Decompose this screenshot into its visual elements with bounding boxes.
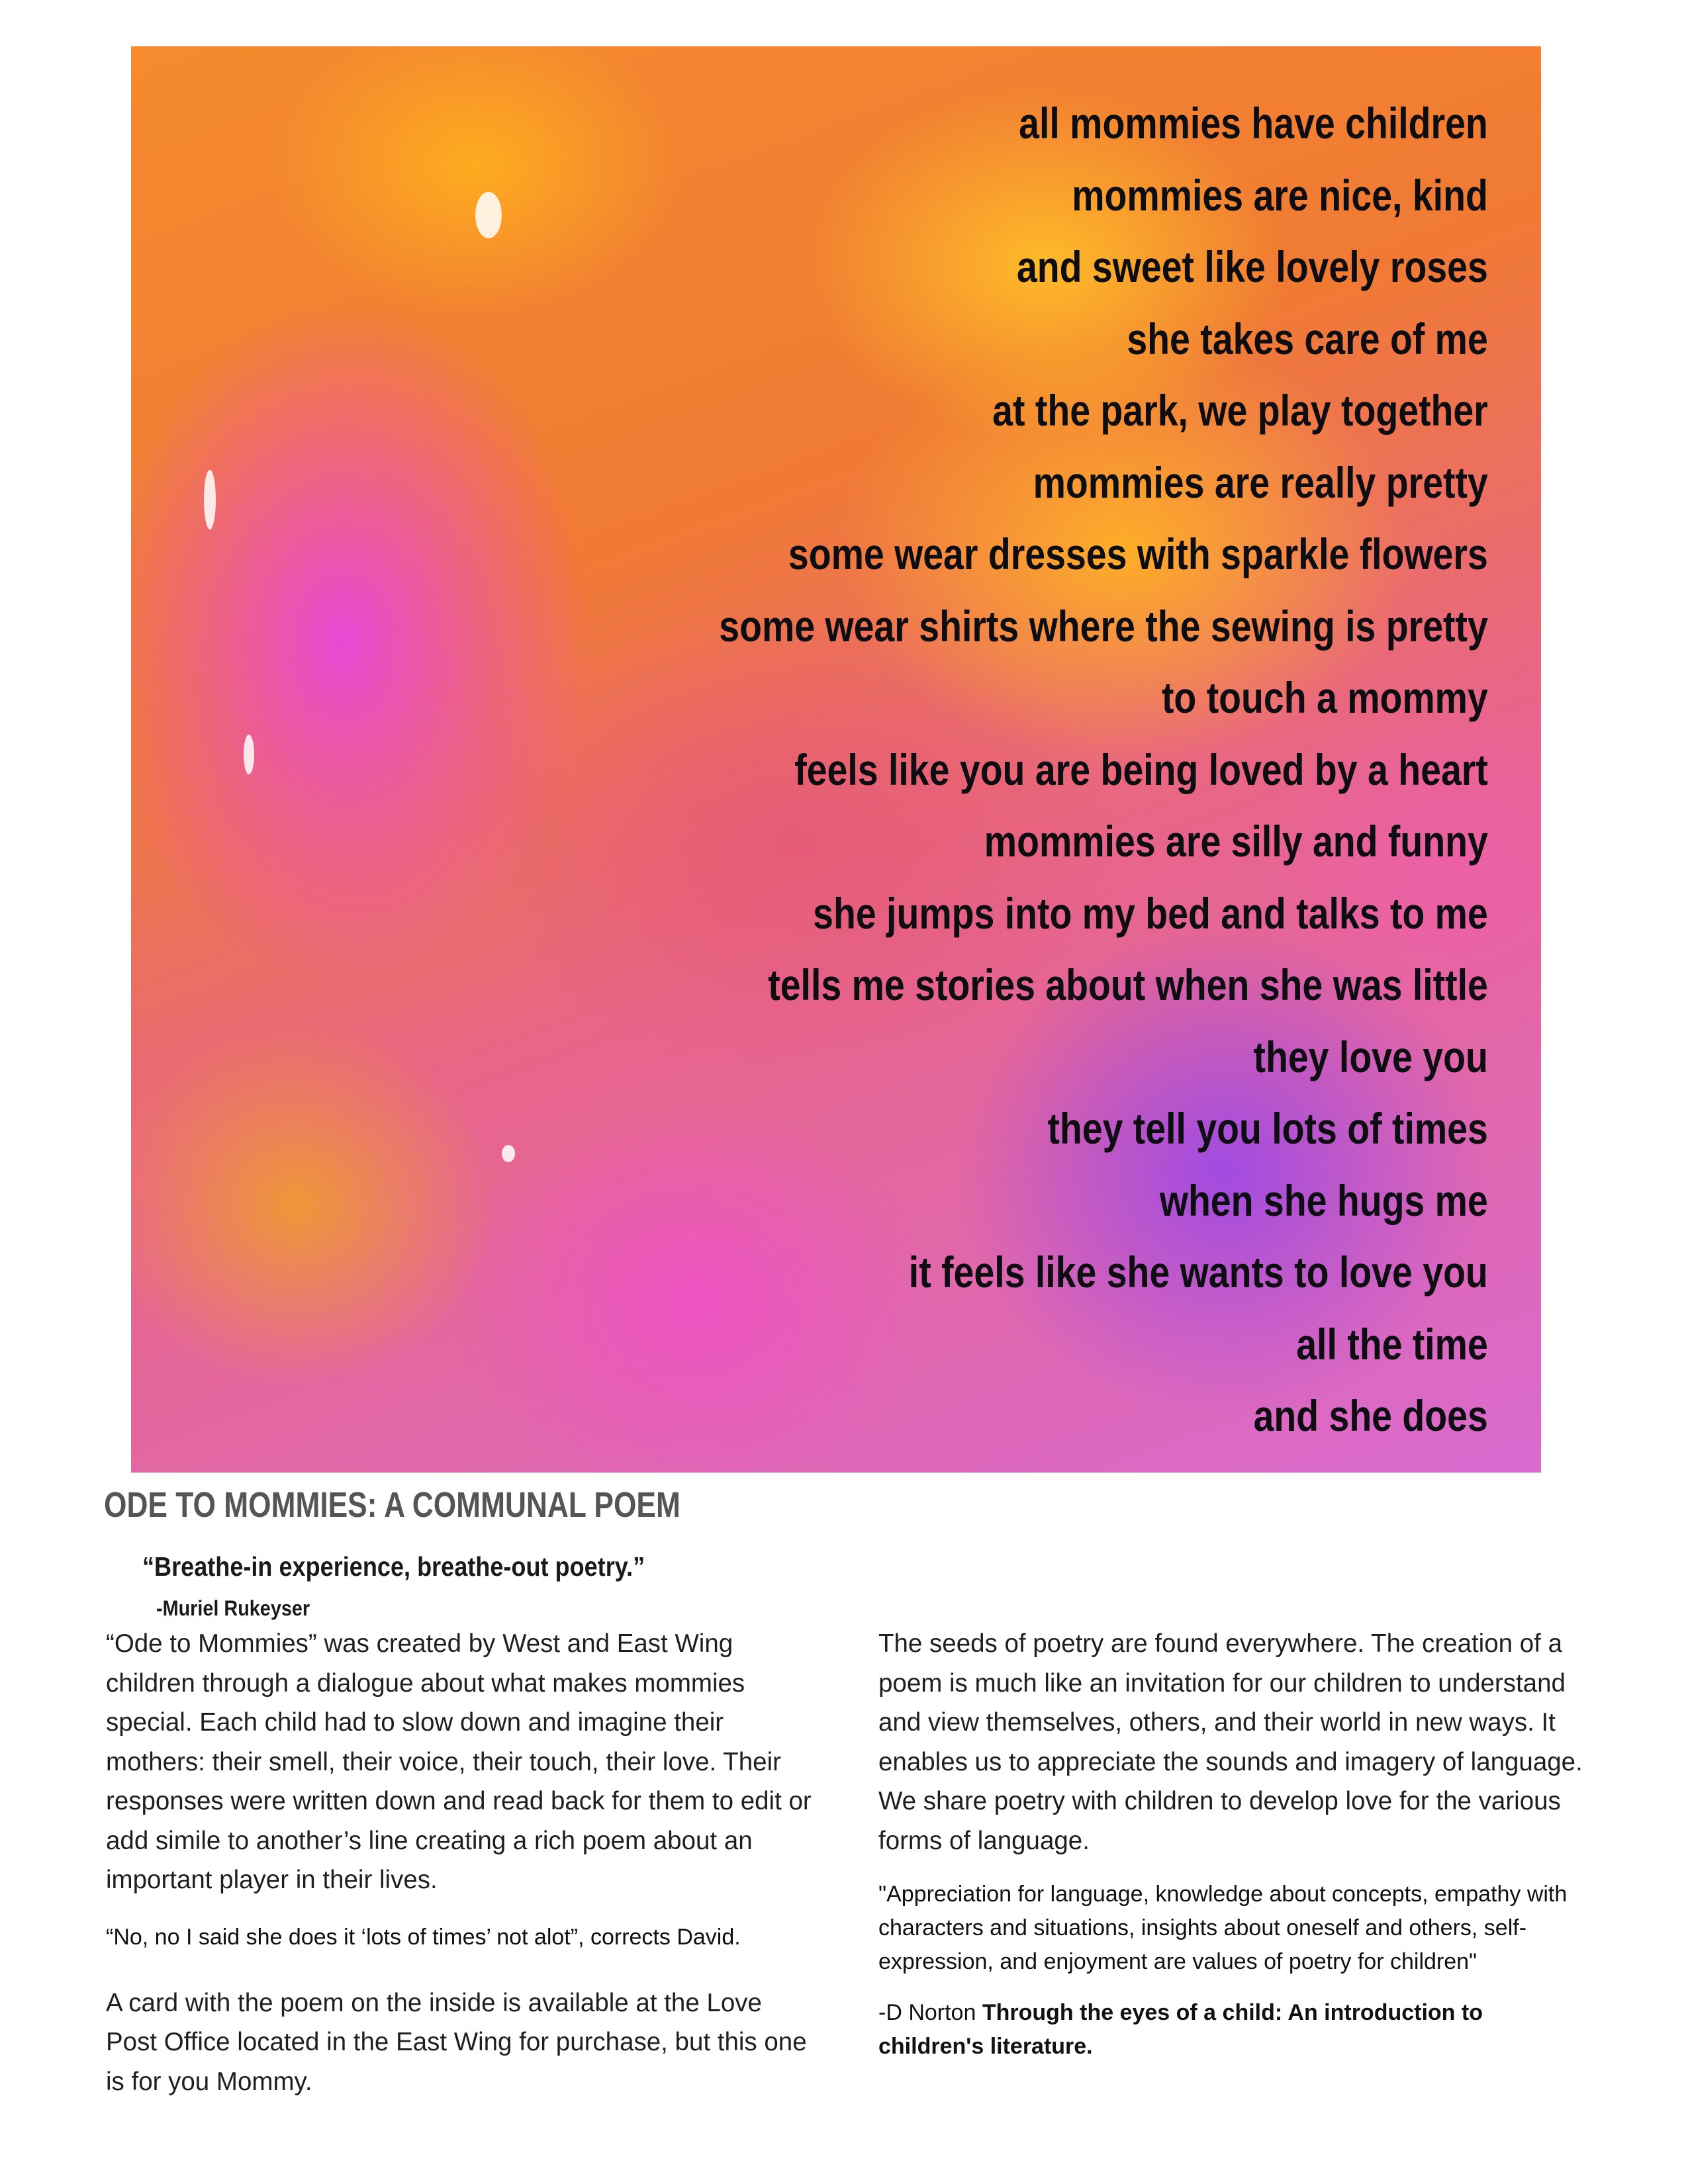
paragraph-intro: “Ode to Mommies” was created by West and East Wing children through a dialogue about what makes mommies special. Each child had to slow down and imagine their mothers: their smell, their voice, their touch, their love. Their responses were written down and read back for them to edit or add simile to another’s line creating a rich poem about an important player in their lives. (106, 1629, 812, 1894)
poem-line: tells me stories about when she was little (768, 960, 1488, 1009)
watercolor-background-image (131, 46, 1541, 1473)
paint-blot (502, 1145, 515, 1162)
citation-book-title: Through the eyes of a child: An introduction to children's literature. (878, 2000, 1483, 2059)
poem-line: and sweet like lovely roses (1017, 242, 1488, 291)
paint-blot (204, 470, 216, 529)
epigraph-author: -Muriel Rukeyser (156, 1596, 310, 1620)
poem-line: it feels like she wants to love you (908, 1248, 1488, 1297)
poem-line: at the park, we play together (992, 386, 1488, 435)
article-title: ODE TO MOMMIES: A COMMUNAL POEM (104, 1485, 680, 1525)
epigraph: “Breathe-in experience, breathe-out poetry.” (142, 1551, 645, 1582)
paragraph-seeds: The seeds of poetry are found everywhere. The creation of a poem is much like an invitation for our children to understand and view themselves, others, and their world in new ways. It enables us to appreciate the sounds and imagery of language. We share poetry with children to develop love for the various forms of language. (878, 1629, 1583, 1855)
poem-line: all mommies have children (1019, 99, 1488, 148)
poem-line: and she does (1253, 1391, 1488, 1440)
poem-line: mommies are really pretty (1033, 457, 1488, 507)
poem-line: feels like you are being loved by a heart (794, 745, 1488, 794)
poem-line: they tell you lots of times (1047, 1104, 1488, 1153)
paragraph-quote-david: “No, no I said she does it ‘lots of times’ not alot”, corrects David. (106, 1924, 741, 1950)
poem-line: some wear dresses with sparkle flowers (788, 529, 1488, 578)
poem-line: she jumps into my bed and talks to me (813, 888, 1488, 938)
poem-line: to touch a mommy (1162, 673, 1488, 722)
left-column (106, 1624, 818, 2101)
paragraph-norton-quote: "Appreciation for language, knowledge about concepts, empathy with characters and situations, insights about oneself and others, self-expression, and enjoyment are values of poetry for children" (878, 1882, 1568, 1974)
paragraph-card-info: A card with the poem on the inside is available at the Love Post Office located in the East Wing for purchase, but this one is for you Mommy. (106, 1988, 807, 2096)
citation-author: -D Norton (878, 2000, 982, 2025)
paint-blot (475, 192, 502, 238)
citation (878, 1996, 1590, 2064)
poem-line: some wear shirts where the sewing is pretty (719, 601, 1488, 651)
paint-blot (244, 735, 254, 774)
poem-line: she takes care of me (1127, 314, 1488, 363)
poem-line: mommies are nice, kind (1072, 170, 1488, 220)
poem-line: all the time (1296, 1319, 1488, 1369)
poem (573, 87, 1488, 1452)
right-column (878, 1624, 1590, 2064)
poem-line: mommies are silly and funny (984, 817, 1488, 866)
poem-line: when she hugs me (1160, 1175, 1488, 1225)
poem-line: they love you (1253, 1032, 1488, 1081)
